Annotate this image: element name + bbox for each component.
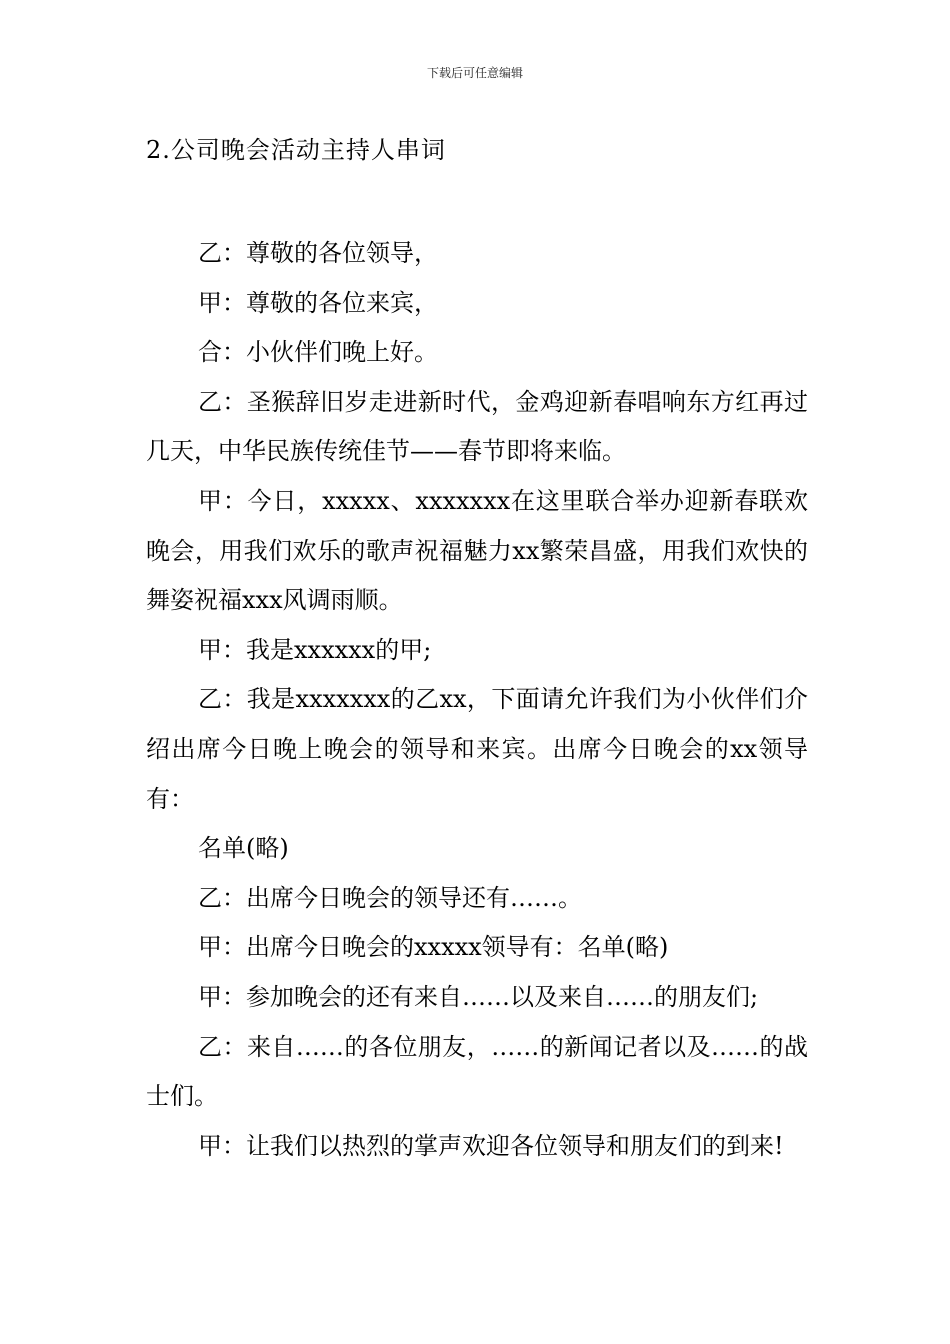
document-body: [146, 229, 808, 1171]
paragraph: 乙：来自……的各位朋友，……的新闻记者以及……的战士们。: [146, 1032, 808, 1111]
paragraph: 乙：圣猴辞旧岁走进新时代，金鸡迎新春唱响东方红再过几天，中华民族传统佳节——春节即将来临。: [146, 387, 808, 466]
paragraph: 合：小伙伴们晚上好。: [198, 338, 438, 367]
paragraph: 甲：让我们以热烈的掌声欢迎各位领导和朋友们的到来!: [198, 1131, 784, 1160]
paragraph: 甲：参加晚会的还有来自……以及来自……的朋友们;: [198, 982, 759, 1011]
paragraph: 甲：尊敬的各位来宾，: [198, 288, 438, 317]
header-note: 下载后可任意编辑: [426, 66, 523, 80]
paragraph: 甲：我是xxxxxx的甲;: [198, 635, 432, 664]
document-title: 2.公司晚会活动主持人串词: [146, 136, 446, 164]
paragraph: 甲：今日，xxxxx、xxxxxxx在这里联合举办迎新春联欢晚会，用我们欢乐的歌声祝福魅力xx繁荣昌盛，用我们欢快的舞姿祝福xxx风调雨顺。: [146, 486, 808, 615]
paragraph: 名单(略): [198, 834, 289, 863]
paragraph: 乙：我是xxxxxxx的乙xx，下面请允许我们为小伙伴们介绍出席今日晚上晚会的领导和来宾。出席今日晚会的xx领导有：: [146, 685, 808, 813]
paragraph: 乙：出席今日晚会的领导还有……。: [198, 883, 582, 912]
paragraph: 甲：出席今日晚会的xxxxx领导有：名单(略): [198, 933, 669, 962]
paragraph: 乙：尊敬的各位领导，: [198, 239, 438, 267]
